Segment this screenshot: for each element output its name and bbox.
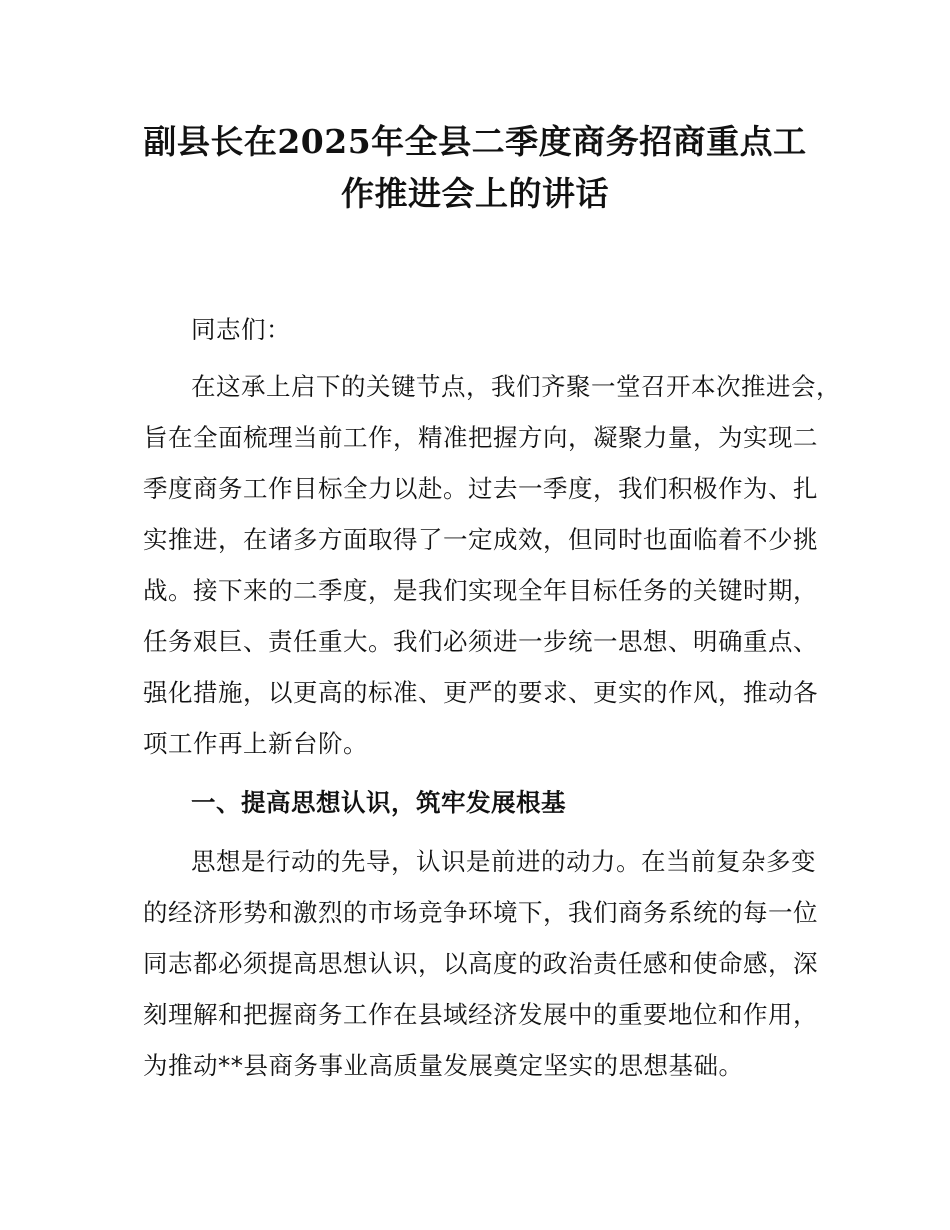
paragraph-line: 的经济形势和激烈的市场竞争环境下，我们商务系统的每一位 [143, 898, 818, 927]
salutation-text: 同志们： [191, 315, 291, 344]
paragraph-line: 实推进，在诸多方面取得了一定成效，但同时也面临着不少挑 [143, 525, 818, 554]
paragraph-line: 思想是行动的先导，认识是前进的动力。在当前复杂多变 [191, 847, 816, 876]
title-line: 副县长在2025年全县二季度商务招商重点工 [143, 122, 807, 161]
title-line: 作推进会上的讲话 [341, 174, 609, 213]
document-title [120, 116, 830, 220]
paragraph-section1 [143, 836, 833, 1091]
paragraph-line: 在这承上启下的关键节点，我们齐聚一堂召开本次推进会， [191, 372, 841, 401]
paragraph-line: 任务艰巨、责任重大。我们必须进一步统一思想、明确重点、 [143, 627, 818, 656]
paragraph-line: 季度商务工作目标全力以赴。过去一季度，我们积极作为、扎 [143, 474, 818, 503]
paragraph-line: 刻理解和把握商务工作在县域经济发展中的重要地位和作用， [143, 1000, 818, 1029]
paragraph-line: 旨在全面梳理当前工作，精准把握方向，凝聚力量，为实现二 [143, 423, 818, 452]
paragraph-line: 强化措施，以更高的标准、更严的要求、更实的作风，推动各 [143, 678, 818, 707]
section-heading [143, 777, 833, 828]
salutation [143, 304, 833, 355]
paragraph-line: 战。接下来的二季度，是我们实现全年目标任务的关键时期， [143, 576, 818, 605]
paragraph-intro [143, 361, 841, 769]
paragraph-line: 同志都必须提高思想认识，以高度的政治责任感和使命感，深 [143, 949, 818, 978]
paragraph-line: 为推动**县商务事业高质量发展奠定坚实的思想基础。 [143, 1051, 744, 1080]
paragraph-line: 项工作再上新台阶。 [143, 729, 368, 758]
section-heading-text: 一、提高思想认识，筑牢发展根基 [191, 788, 566, 817]
